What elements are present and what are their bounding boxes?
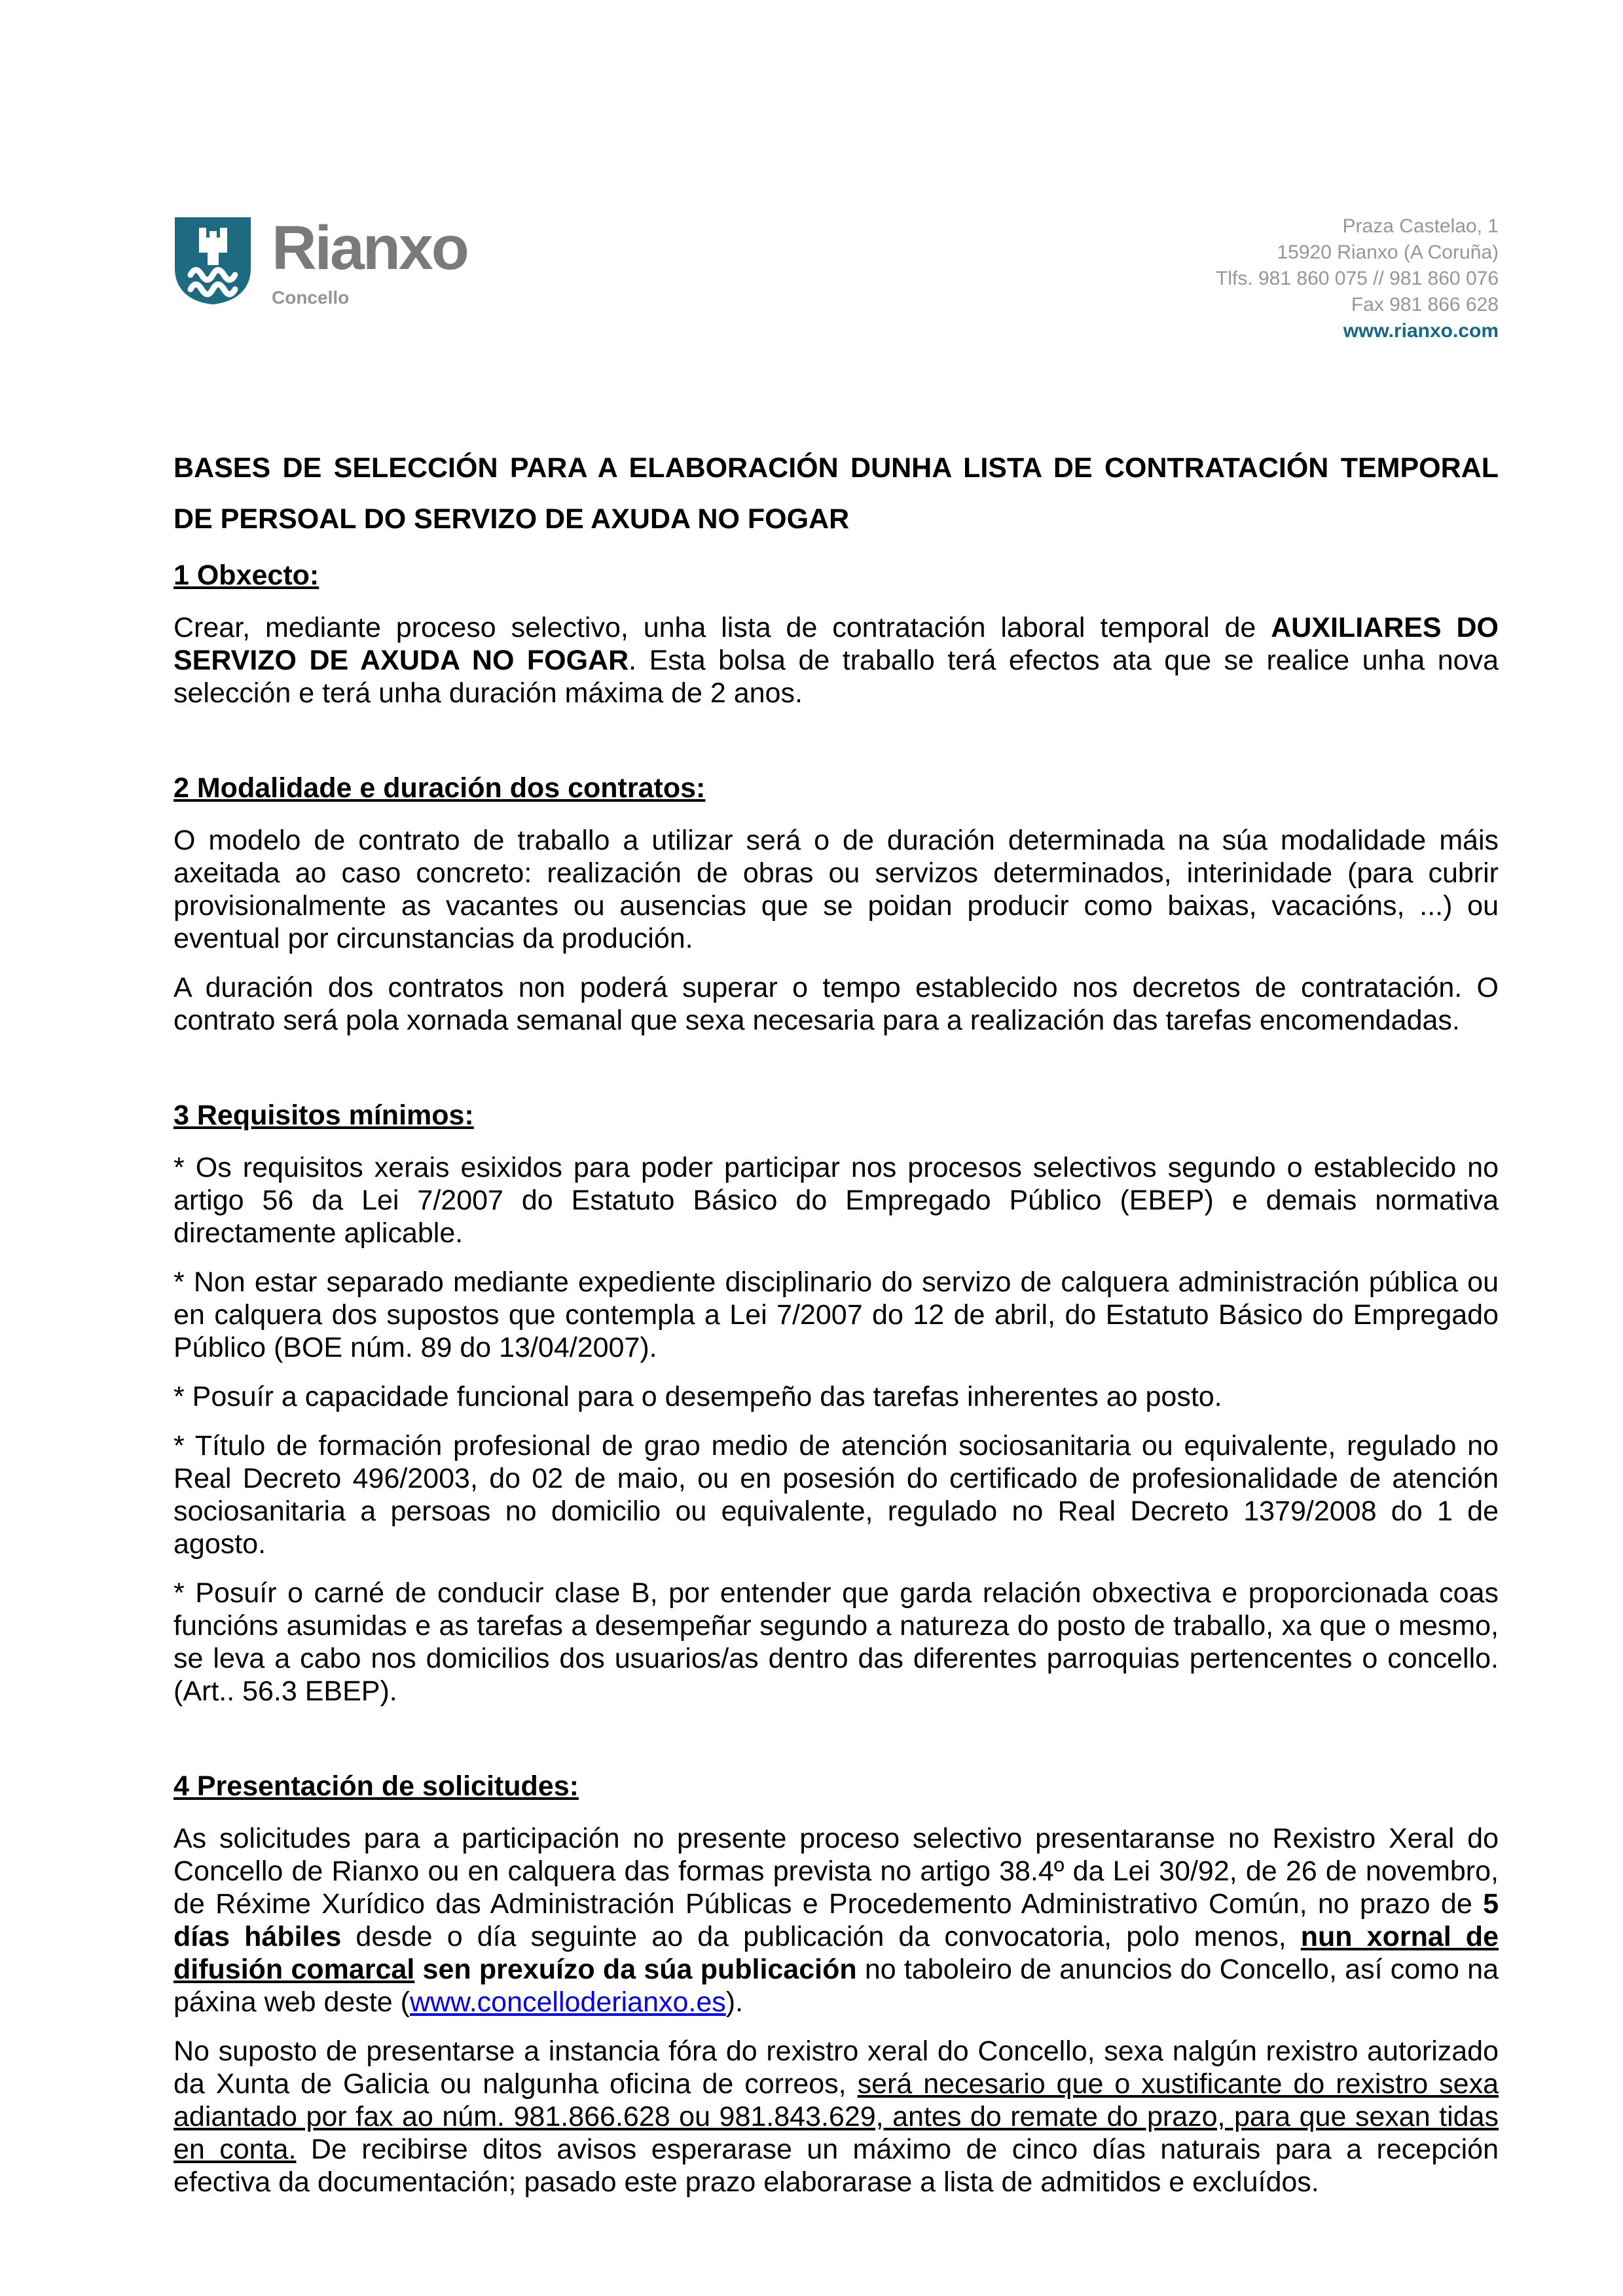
text-segment: Crear, mediante proceso selectivo, unha lista de contratación laboral temporal de [173,612,1271,643]
rianxo-shield-icon [173,216,252,308]
text-segment: No suposto de presentarse a instancia fóra do rexistro xeral do Concello, sexa nalgún rexistro autorizado da Xunta de Galicia ou nalgunha oficina de correos, [173,2036,1499,2100]
text-segment: * Non estar separado mediante expediente disciplinario do servizo de calquera administración pública ou en calquera dos supostos que contempla a Lei 7/2007 do 12 de abril, do Estatuto Básico do Empregado Público (BOE núm. 89 do 13/04/2007). [173,1266,1499,1363]
text-segment: A duración dos contratos non poderá superar o tempo establecido nos decretos de contratación. O contrato será pola xornada semanal que sexa necesaria para a realización das tarefas encomendadas. [173,972,1499,1036]
address-line-2: 15920 Rianxo (A Coruña) [1277,242,1499,263]
text-segment: De recibirse ditos avisos esperarase un máximo de cinco días naturais para a recepción efectiva da documentación; pasado este prazo elaborarase a lista de admitidos e excluídos. [173,2134,1499,2198]
text-segment: * Título de formación profesional de grao medio de atención sociosanitaria ou equivalente, regulado no Real Decreto 496/2003, do 02 de maio, ou en posesión do certificado de profesionalidade de atención sociosanitaria a persoas no domicilio ou equivalente, regulado no Real Decreto 1379/2008 do 1 de agosto. [173,1430,1499,1560]
text-segment: sen prexuízo da súa publicación [414,1954,857,1985]
document-section [173,559,1499,709]
text-segment: ). [725,1986,744,2018]
document-section [173,1770,1499,2198]
paragraph [173,824,1499,955]
document-title: BASES DE SELECCIÓN PARA A ELABORACIÓN DUNHA LISTA DE CONTRATACIÓN TEMPORAL DE PERSOAL DO SERVIZO DE AXUDA NO FOGAR [173,452,1499,535]
paragraph [173,1822,1499,2018]
fax-line: Fax 981 866 628 [1351,294,1499,315]
text-segment: . Esta bolsa de traballo terá efectos ata que se realice unha nova selección e terá unha duración máxima de 2 anos. [173,645,1499,709]
document-body [173,442,1499,2198]
letterhead [173,213,1499,344]
paragraph [173,1429,1499,1560]
document-section [173,772,1499,1037]
document-section [173,1099,1499,1708]
text-segment: * Posuír o carné de conducir clase B, por entender que garda relación obxectiva e proporcionada coas funcións asumidas e as tarefas a desempeñar segundo a natureza do posto de traballo, xa que o mesmo, se leva a cabo nos domicilios dos usuarios/as dentro das diferentes parroquias pertencentes o concello. (Art.. 56.3 EBEP). [173,1577,1499,1707]
text-segment: * Os requisitos xerais esixidos para poder participar nos procesos selectivos segundo o establecido no artigo 56 da Lei 7/2007 do Estatuto Básico do Empregado Público (EBEP) e demais normativa directamente aplicable. [173,1152,1499,1249]
phones-line: Tlfs. 981 860 075 // 981 860 076 [1216,268,1499,289]
concello-rianxo-logo [173,213,467,308]
logo-text [272,213,467,308]
text-segment: * Posuír a capacidade funcional para o desempeño das tarefas inherentes ao posto. [173,1381,1222,1412]
address-line-1: Praza Castelao, 1 [1342,215,1499,237]
logo-subtitle: Concello [272,287,350,308]
text-segment: desde o día seguinte ao da publicación da convocatoria, polo menos, [341,1921,1301,1952]
section-heading: 2 Modalidade e duración dos contratos: [173,772,706,804]
contact-block [1216,213,1499,344]
paragraph [173,2035,1499,2198]
paragraph [173,1151,1499,1249]
section-heading: 1 Obxecto: [173,560,319,591]
text-segment: AUXILIARES DO SERVIZO DE AXUDA NO FOGAR [173,612,1499,676]
paragraph [173,971,1499,1037]
paragraph [173,1577,1499,1708]
text-segment: no taboleiro de anuncios do Concello, así como na páxina web deste ( [173,1954,1499,2018]
text-segment: O modelo de contrato de traballo a utilizar será o de duración determinada na súa modalidade máis axeitada ao caso concreto: realización de obras ou servizos determinados, interinidade (para cubrir provisionalmente as vacantes ou ausencias que se poidan producir como baixas, vacacións, ...) ou eventual por circunstancias da produción. [173,825,1499,954]
website-link[interactable]: www.concelloderianxo.es [409,1986,726,2018]
letterhead-website: www.rianxo.com [1343,320,1499,342]
paragraph [173,611,1499,709]
paragraph [173,1266,1499,1364]
paragraph [173,1380,1499,1413]
section-heading: 4 Presentación de solicitudes: [173,1770,579,1802]
section-heading: 3 Requisitos mínimos: [173,1100,474,1131]
text-segment: será necesario que o xustificante do rexistro sexa adiantado por fax ao núm. 981.866.628 ou 981.843.629, antes do remate do prazo, para que sexan tidas en conta. [173,2068,1499,2165]
logo-name: Rianxo [272,213,467,283]
text-segment: nun xornal de difusión comarcal [173,1921,1499,1985]
text-segment: As solicitudes para a participación no presente proceso selectivo presentaranse no Rexistro Xeral do Concello de Rianxo ou en calquera das formas prevista no artigo 38.4º da Lei 30/92, de 26 de novembro, de Réxime Xurídico das Administración Públicas e Procedemento Administrativo Común, no prazo de [173,1823,1499,1920]
text-segment: 5 días hábiles [173,1888,1499,1952]
